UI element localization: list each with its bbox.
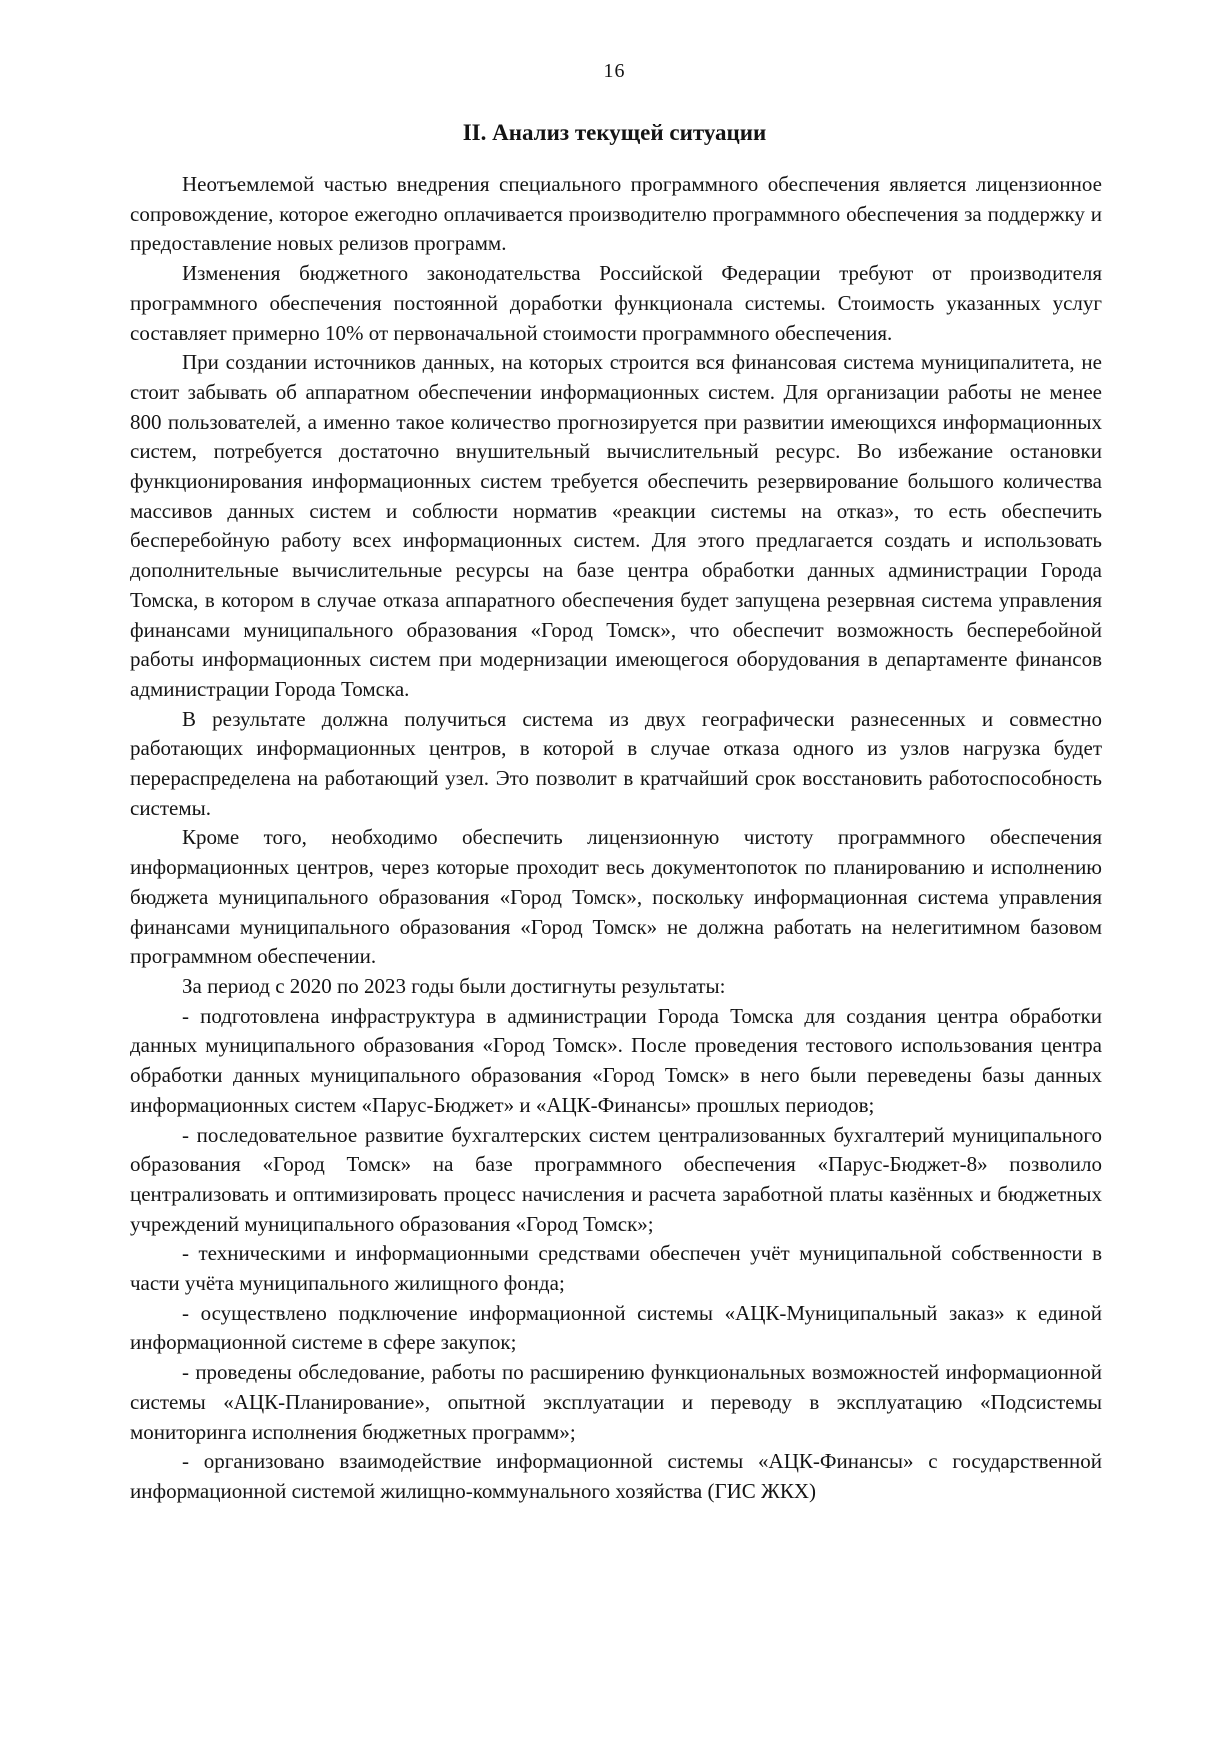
list-item: - проведены обследование, работы по расширению функциональных возможностей информационной системы «АЦК-Планирование», опытной эксплуатации и переводу в эксплуатацию «Подсистемы мониторинга исполнения бюджетных программ»; — [130, 1360, 1102, 1444]
paragraph: При создании источников данных, на которых строится вся финансовая система муниципалитета, не стоит забывать об аппаратном обеспечении информационных систем. Для организации работы не менее 800 пользователей, а именно такое количество прогнозируется при развитии имеющихся информационных систем, потребуется достаточно внушительный вычислительный ресурс. Во избежание остановки функционирования информационных систем требуется обеспечить резервирование большого количества массивов данных систем и соблюсти норматив «реакции системы на отказ», то есть обеспечить бесперебойную работу всех информационных систем. Для этого предлагается создать и использовать дополнительные вычислительные ресурсы на базе центра обработки данных администрации Города Томска, в котором в случае отказа аппаратного обеспечения будет запущена резервная система управления финансами муниципального образования «Город Томск», что обеспечит возможность бесперебойной работы информационных систем при модернизации имеющегося оборудования в департаменте финансов администрации Города Томска. — [130, 350, 1102, 701]
page-number: 16 — [603, 60, 626, 82]
list-item: - организовано взаимодействие информационной системы «АЦК-Финансы» с государственной информационной системой жилищно-коммунального хозяйства (ГИС ЖКХ) — [130, 1449, 1102, 1503]
paragraph: В результате должна получиться система из двух географически разнесенных и совместно работающих информационных центров, в которой в случае отказа одного из узлов нагрузка будет перераспределена на работающий узел. Это позволит в кратчайший срок восстановить работоспособность системы. — [130, 706, 1102, 820]
paragraph: Кроме того, необходимо обеспечить лицензионную чистоту программного обеспечения информационных центров, через которые проходит весь документопоток по планированию и исполнению бюджета муниципального образования «Город Томск», поскольку информационная система управления финансами муниципального образования «Город Томск» не должна работать на нелегитимном базовом программном обеспечении. — [130, 825, 1102, 969]
paragraph: Неотъемлемой частью внедрения специального программного обеспечения является лицензионное сопровождение, которое ежегодно оплачивается производителю программного обеспечения за поддержку и предоставление новых релизов программ. — [130, 172, 1102, 256]
page-title: II. Анализ текущей ситуации — [462, 120, 767, 145]
paragraph: Изменения бюджетного законодательства Российской Федерации требуют от производителя программного обеспечения постоянной доработки функционала системы. Стоимость указанных услуг составляет примерно 10% от первоначальной стоимости программного обеспечения. — [130, 261, 1102, 345]
paragraph: За период с 2020 по 2023 годы были достигнуты результаты: — [182, 973, 726, 998]
list-item: - техническими и информационными средствами обеспечен учёт муниципальной собственности в части учёта муниципального жилищного фонда; — [130, 1241, 1102, 1296]
document-body — [130, 170, 1102, 1507]
list-item: - последовательное развитие бухгалтерских систем централизованных бухгалтерий муниципального образования «Город Томск» на базе программного обеспечения «Парус-Бюджет-8» позволило централизовать и оптимизировать процесс начисления и расчета заработной платы казённых и бюджетных учреждений муниципального образования «Город Томск»; — [130, 1122, 1102, 1236]
list-item: - осуществлено подключение информационной системы «АЦК-Муниципальный заказ» к единой информационной системе в сфере закупок; — [130, 1300, 1102, 1355]
list-item: - подготовлена инфраструктура в администрации Города Томска для создания центра обработки данных муниципального образования «Город Томск». После проведения тестового использования центра обработки данных муниципального образования «Город Томск» в него были переведены базы данных информационных систем «Парус-Бюджет» и «АЦК-Финансы» прошлых периодов; — [130, 1003, 1102, 1117]
